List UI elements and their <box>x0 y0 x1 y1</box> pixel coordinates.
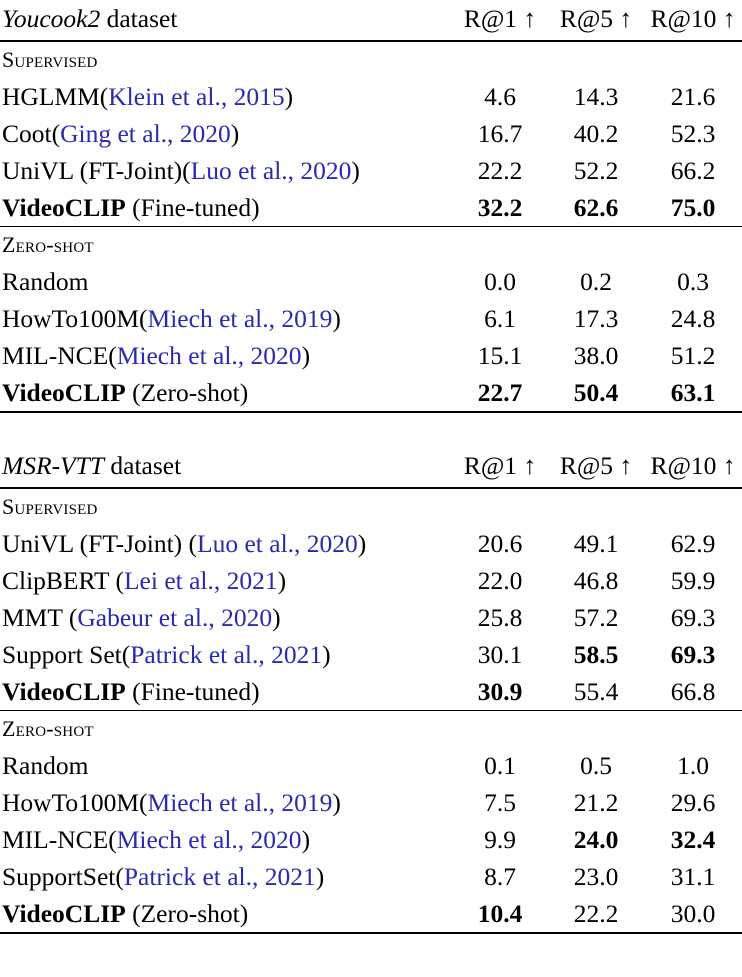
section-header-row <box>0 227 742 264</box>
spacer-row <box>0 413 742 447</box>
metric-value-3: 52.3 <box>670 119 716 148</box>
row-method-cell <box>0 374 452 411</box>
row-label-text: ) <box>315 862 325 891</box>
metric-value-2: 21.2 <box>573 788 619 817</box>
metric-value-3: 24.8 <box>670 304 716 333</box>
metric-value-2: 55.4 <box>573 677 619 706</box>
citation-link[interactable]: Ging et al., 2020 <box>60 119 231 148</box>
row-label-text: ) <box>351 156 360 185</box>
metric-value-1: 22.2 <box>477 156 523 185</box>
row-label-text: (Zero-shot) <box>125 378 249 407</box>
section-label: Zero-shot <box>2 232 94 257</box>
metric-value-2: 58.5 <box>573 640 619 669</box>
row-label-text: ) <box>322 640 331 669</box>
metric-value-1: 8.7 <box>484 862 516 891</box>
row-label-text: HGLMM( <box>2 82 109 111</box>
row-label-text: ) <box>301 825 311 854</box>
row-method-cell <box>0 189 452 226</box>
table-row <box>0 784 742 821</box>
row-label-text: ) <box>230 119 240 148</box>
metric-value-3: 59.9 <box>670 566 716 595</box>
row-label-text: Random <box>2 751 89 780</box>
rule-cell <box>0 411 742 412</box>
metric-value-2: 23.0 <box>573 862 619 891</box>
citation-link[interactable]: Luo et al., 2020 <box>190 156 352 185</box>
method-name: VideoCLIP <box>2 193 126 222</box>
row-method-cell <box>0 599 452 636</box>
row-label-text: MIL-NCE( <box>2 341 117 370</box>
metric-value-1: 0.0 <box>484 267 516 296</box>
metric-value-2: 46.8 <box>573 566 619 595</box>
section-header-row <box>0 711 742 748</box>
dataset-caption <box>0 447 452 487</box>
row-label-text: ) <box>332 788 341 817</box>
metric-value-1: 22.7 <box>477 378 523 407</box>
metric-value-3: 62.9 <box>670 529 716 558</box>
row-label-text: ) <box>272 603 281 632</box>
metric-value-2: 22.2 <box>573 899 619 928</box>
metric-value-3: 1.0 <box>677 751 709 780</box>
metric-header-2: R@5 ↑ <box>559 451 633 480</box>
row-method-cell <box>0 300 452 337</box>
metric-value-1: 6.1 <box>484 304 516 333</box>
table-row <box>0 263 742 300</box>
metric-value-2: 62.6 <box>573 193 619 222</box>
citation-link[interactable]: Luo et al., 2020 <box>197 529 358 558</box>
row-label-text: HowTo100M( <box>2 304 148 333</box>
citation-link[interactable]: Patrick et al., 2021 <box>130 640 323 669</box>
row-label-text: UniVL (FT-Joint)( <box>2 156 191 185</box>
table-row <box>0 78 742 115</box>
dataset-name: Youcook2 <box>2 4 101 33</box>
row-method-cell <box>0 525 452 562</box>
citation-link[interactable]: Miech et al., 2019 <box>147 304 333 333</box>
row-label-text: SupportSet( <box>2 862 124 891</box>
metric-value-3: 32.4 <box>670 825 716 854</box>
metric-header-1: R@1 ↑ <box>463 4 537 33</box>
table-row <box>0 858 742 895</box>
row-label-text: Support Set( <box>2 640 131 669</box>
metric-value-3: 66.2 <box>670 156 716 185</box>
row-method-cell <box>0 858 452 895</box>
row-method-cell <box>0 263 452 300</box>
row-label-text: (Zero-shot) <box>125 899 249 928</box>
table-rule-thick <box>0 411 742 412</box>
dataset-caption <box>0 0 452 40</box>
metric-header-3: R@10 ↑ <box>650 4 736 33</box>
row-label-text: ) <box>277 566 287 595</box>
metric-value-3: 69.3 <box>670 603 716 632</box>
metric-value-1: 9.9 <box>484 825 516 854</box>
citation-link[interactable]: Miech et al., 2020 <box>116 341 302 370</box>
row-label-text: ) <box>357 529 367 558</box>
table-row <box>0 636 742 673</box>
citation-link[interactable]: Patrick et al., 2021 <box>123 862 316 891</box>
table-row <box>0 562 742 599</box>
metric-value-2: 50.4 <box>573 378 619 407</box>
table-spacer <box>0 413 742 447</box>
rule-cell <box>0 932 742 933</box>
metric-value-1: 15.1 <box>477 341 523 370</box>
table-row <box>0 374 742 411</box>
row-label-text: MMT ( <box>2 603 78 632</box>
spacer-cell <box>0 413 742 447</box>
metric-value-3: 75.0 <box>670 193 716 222</box>
section-header-row <box>0 41 742 78</box>
metric-value-2: 49.1 <box>573 529 619 558</box>
table-row <box>0 189 742 226</box>
table-row <box>0 337 742 374</box>
method-name: VideoCLIP <box>2 677 126 706</box>
citation-link[interactable]: Klein et al., 2015 <box>108 82 285 111</box>
citation-link[interactable]: Miech et al., 2019 <box>147 788 333 817</box>
table-row <box>0 599 742 636</box>
metric-value-3: 69.3 <box>670 640 716 669</box>
metric-value-3: 31.1 <box>670 862 716 891</box>
citation-link[interactable]: Lei et al., 2021 <box>123 566 278 595</box>
row-method-cell <box>0 78 452 115</box>
metric-value-1: 4.6 <box>484 82 516 111</box>
metric-value-1: 16.7 <box>477 119 523 148</box>
section-header-row <box>0 488 742 525</box>
section-label: Zero-shot <box>2 716 94 741</box>
row-method-cell <box>0 673 452 710</box>
metric-value-1: 32.2 <box>477 193 523 222</box>
metric-value-3: 0.3 <box>677 267 709 296</box>
metric-value-1: 30.9 <box>477 677 523 706</box>
table-row <box>0 115 742 152</box>
row-method-cell <box>0 784 452 821</box>
metric-value-1: 0.1 <box>484 751 516 780</box>
metric-value-1: 25.8 <box>477 603 523 632</box>
table-row <box>0 895 742 932</box>
metric-value-2: 38.0 <box>573 341 619 370</box>
dataset-caption-suffix: dataset <box>104 451 182 480</box>
metric-value-1: 20.6 <box>477 529 523 558</box>
metric-header-3: R@10 ↑ <box>650 451 736 480</box>
metric-value-3: 51.2 <box>670 341 716 370</box>
metric-value-2: 52.2 <box>573 156 619 185</box>
row-method-cell <box>0 636 452 673</box>
metric-value-2: 57.2 <box>573 603 619 632</box>
section-label: Supervised <box>2 494 98 519</box>
row-label-text: (Fine-tuned) <box>125 677 260 706</box>
metric-value-3: 66.8 <box>670 677 716 706</box>
row-method-cell <box>0 337 452 374</box>
method-name: VideoCLIP <box>2 899 126 928</box>
metric-value-1: 7.5 <box>484 788 516 817</box>
metric-header-1: R@1 ↑ <box>463 451 537 480</box>
metric-value-1: 30.1 <box>477 640 523 669</box>
table-row <box>0 747 742 784</box>
table-row <box>0 673 742 710</box>
row-method-cell <box>0 747 452 784</box>
method-name: VideoCLIP <box>2 378 126 407</box>
metric-value-2: 24.0 <box>573 825 619 854</box>
metric-header-2: R@5 ↑ <box>559 4 633 33</box>
row-label-text: ClipBERT ( <box>2 566 124 595</box>
table-header-row <box>0 0 742 40</box>
row-label-text: Coot( <box>2 119 61 148</box>
table-row <box>0 525 742 562</box>
row-label-text: UniVL (FT-Joint) ( <box>2 529 198 558</box>
metric-value-1: 10.4 <box>477 899 523 928</box>
row-method-cell <box>0 115 452 152</box>
metric-value-2: 17.3 <box>573 304 619 333</box>
results-table-msrvtt <box>0 447 742 934</box>
row-label-text: MIL-NCE( <box>2 825 117 854</box>
table-header-row <box>0 447 742 487</box>
metric-value-2: 14.3 <box>573 82 619 111</box>
dataset-caption-suffix: dataset <box>100 4 178 33</box>
metric-value-1: 22.0 <box>477 566 523 595</box>
results-table-youcook2 <box>0 0 742 413</box>
metric-value-2: 40.2 <box>573 119 619 148</box>
table-row <box>0 821 742 858</box>
metric-value-3: 29.6 <box>670 788 716 817</box>
table-row <box>0 152 742 189</box>
row-label-text: ) <box>284 82 294 111</box>
row-method-cell <box>0 562 452 599</box>
row-method-cell <box>0 821 452 858</box>
table-row <box>0 300 742 337</box>
row-method-cell <box>0 152 452 189</box>
metric-value-3: 21.6 <box>670 82 716 111</box>
table-rule-thick <box>0 932 742 933</box>
row-label-text: (Fine-tuned) <box>125 193 260 222</box>
metric-value-3: 63.1 <box>670 378 716 407</box>
section-label: Supervised <box>2 47 98 72</box>
metric-value-2: 0.2 <box>580 267 612 296</box>
row-label-text: Random <box>2 267 89 296</box>
row-label-text: ) <box>332 304 341 333</box>
row-label-text: HowTo100M( <box>2 788 148 817</box>
citation-link[interactable]: Gabeur et al., 2020 <box>77 603 273 632</box>
dataset-name: MSR-VTT <box>2 451 104 480</box>
row-label-text: ) <box>301 341 311 370</box>
citation-link[interactable]: Miech et al., 2020 <box>116 825 302 854</box>
metric-value-3: 30.0 <box>670 899 716 928</box>
row-method-cell <box>0 895 452 932</box>
metric-value-2: 0.5 <box>580 751 612 780</box>
